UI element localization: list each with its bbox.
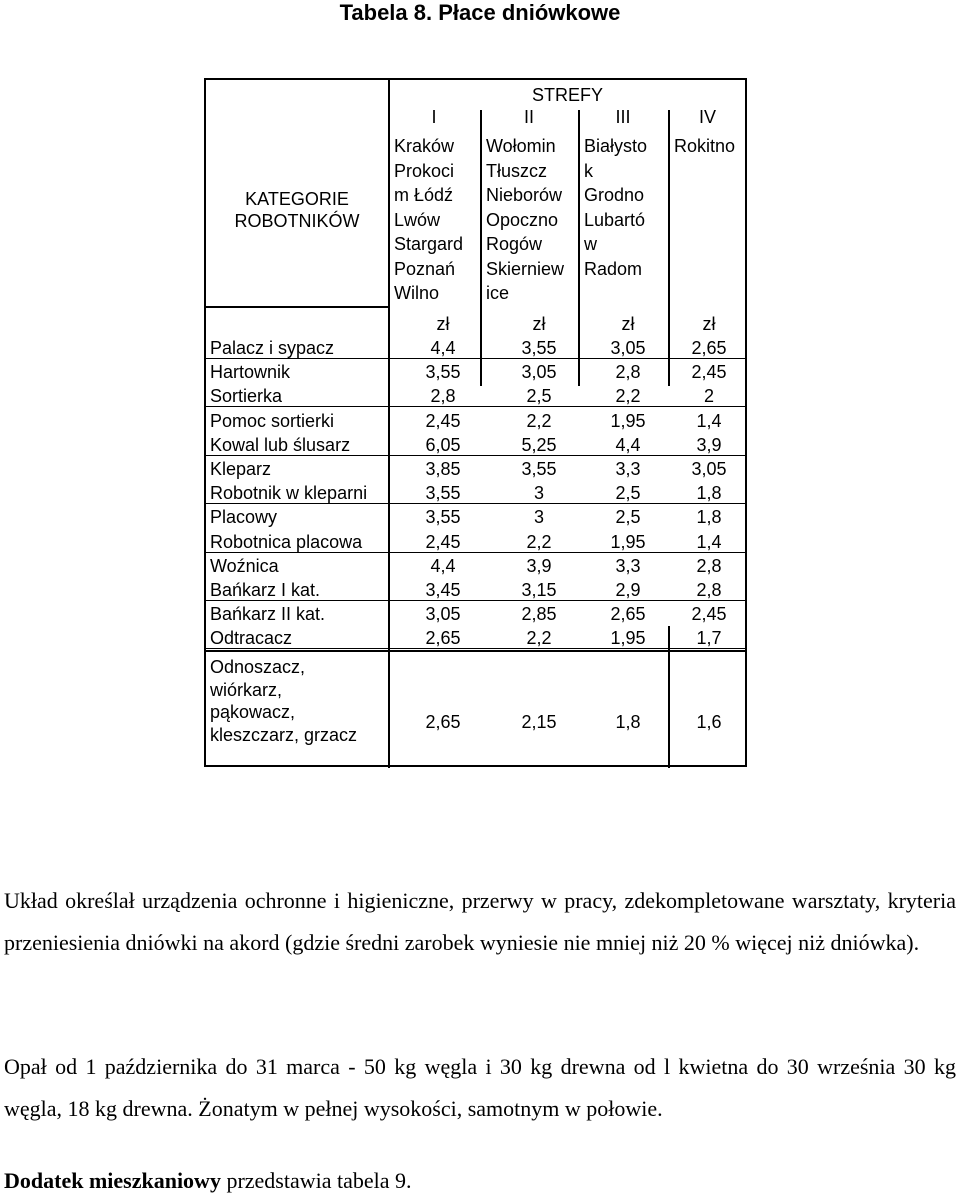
row-value: 1,95 bbox=[610, 531, 646, 552]
paragraph-3-text: przedstawia tabela 9. bbox=[220, 1168, 412, 1193]
row-value: 2,9 bbox=[615, 580, 641, 600]
row-value: 4,4 bbox=[430, 555, 456, 576]
row-value: 3 bbox=[533, 483, 544, 504]
page-title: Tabela 8. Płace dniówkowe bbox=[339, 0, 621, 25]
last-row-value: 2,15 bbox=[521, 712, 557, 732]
row-value: 2,45 bbox=[691, 362, 727, 383]
row-value: 3,05 bbox=[610, 338, 646, 358]
row-value: 3,55 bbox=[521, 338, 557, 358]
row-value: 2,2 bbox=[526, 410, 552, 431]
table-divider bbox=[206, 306, 388, 308]
row-value: 1,4 bbox=[696, 531, 722, 552]
row-label: Robotnik w kleparni bbox=[210, 483, 368, 504]
table-divider bbox=[388, 80, 390, 765]
row-label: Odtracacz bbox=[210, 628, 293, 649]
category-header-line: ROBOTNIKÓW bbox=[234, 211, 360, 231]
zone-city: Rogów bbox=[486, 234, 543, 254]
zone-city: Tłuszcz bbox=[486, 160, 548, 181]
row-label: Pomoc sortierki bbox=[210, 410, 335, 431]
row-value: 2,5 bbox=[615, 507, 641, 528]
zone-city: k bbox=[584, 160, 593, 181]
last-row-value: 1,6 bbox=[696, 712, 722, 732]
row-value: 2,5 bbox=[526, 386, 552, 407]
row-value: 3,55 bbox=[521, 459, 557, 479]
row-value: 2,45 bbox=[425, 531, 461, 552]
row-value: 3,3 bbox=[615, 459, 641, 479]
zone-city: m Łódź bbox=[394, 185, 454, 205]
last-row-label bbox=[210, 656, 357, 746]
paragraph-3-bold: Dodatek mieszkaniowy bbox=[4, 1168, 221, 1193]
row-value: 3,9 bbox=[696, 434, 722, 455]
row-value: 2,2 bbox=[615, 386, 641, 407]
row-label: Kleparz bbox=[210, 459, 272, 479]
zone-number: III bbox=[615, 107, 631, 127]
row-underline bbox=[206, 503, 745, 504]
row-label: Sortierka bbox=[210, 386, 283, 407]
paragraph-3 bbox=[4, 1160, 956, 1202]
row-value: 2,8 bbox=[696, 555, 722, 576]
row-label: Woźnica bbox=[210, 555, 279, 576]
row-value: 2,8 bbox=[615, 362, 641, 383]
row-underline bbox=[206, 358, 745, 359]
zones-header: STREFY bbox=[531, 85, 603, 105]
row-value: 2 bbox=[703, 386, 714, 407]
row-value: 2,8 bbox=[430, 386, 456, 407]
row-label: Placowy bbox=[210, 507, 278, 528]
row-value: 4,4 bbox=[430, 338, 456, 358]
last-row-label-line: Odnoszacz, bbox=[210, 657, 306, 677]
row-value: 3,9 bbox=[526, 555, 552, 576]
row-value: 4,4 bbox=[615, 434, 641, 455]
last-row-label-line: kleszczarz, grzacz bbox=[210, 724, 358, 745]
zone-number: IV bbox=[698, 107, 716, 127]
zone-city: Lubartó bbox=[584, 209, 646, 230]
row-value: 3,55 bbox=[425, 362, 461, 383]
zone-cities bbox=[584, 134, 647, 281]
row-label: Bańkarz I kat. bbox=[210, 580, 321, 600]
last-row-value: 1,8 bbox=[615, 712, 641, 732]
paragraph-2: Opał od 1 października do 31 marca - 50 kg węgla i 30 kg drewna od l kwietna do 30 września 30 kg węgla, 18 kg drewna. Żonatym w pełnej wysokości, samotnym w połowie. bbox=[4, 1054, 956, 1121]
zone-city: Prokoci bbox=[394, 160, 455, 181]
zone-number: I bbox=[431, 107, 437, 127]
last-row-value: 2,65 bbox=[425, 712, 461, 732]
zone-cities bbox=[394, 134, 463, 306]
row-value: 1,7 bbox=[696, 628, 722, 649]
row-underline bbox=[206, 455, 745, 456]
zone-city: Skierniew bbox=[486, 258, 565, 279]
unit-label: zł bbox=[702, 314, 716, 334]
row-value: 2,85 bbox=[521, 604, 557, 625]
row-value: 6,05 bbox=[425, 434, 461, 455]
row-value: 3,3 bbox=[615, 555, 641, 576]
zone-city: Rokitno bbox=[674, 136, 736, 156]
zone-city: Wołomin bbox=[486, 136, 556, 156]
row-value: 3,85 bbox=[425, 459, 461, 479]
row-value: 2,65 bbox=[691, 338, 727, 358]
row-underline bbox=[206, 552, 745, 553]
row-value: 2,65 bbox=[610, 604, 646, 625]
row-underline bbox=[206, 406, 745, 407]
row-value: 3,45 bbox=[425, 580, 461, 600]
row-value: 2,2 bbox=[526, 531, 552, 552]
zone-city: Poznań bbox=[394, 258, 456, 279]
row-value: 1,95 bbox=[610, 410, 646, 431]
row-value: 1,95 bbox=[610, 628, 646, 649]
unit-label: zł bbox=[436, 314, 450, 334]
zone-city: Stargard bbox=[394, 234, 464, 254]
row-value: 2,2 bbox=[526, 628, 552, 649]
zone-city: Kraków bbox=[394, 136, 455, 156]
zone-cities bbox=[486, 134, 564, 306]
row-label: Bańkarz II kat. bbox=[210, 604, 326, 625]
zone-city: ice bbox=[486, 283, 510, 303]
row-label: Hartownik bbox=[210, 362, 291, 383]
row-value: 1,4 bbox=[696, 410, 722, 431]
row-value: 3,55 bbox=[425, 483, 461, 504]
row-value: 2,8 bbox=[696, 580, 722, 600]
row-value: 1,8 bbox=[696, 507, 722, 528]
category-header bbox=[206, 188, 388, 232]
zone-city: Radom bbox=[584, 258, 643, 279]
zone-city: w bbox=[584, 234, 597, 254]
zone-city: Wilno bbox=[394, 283, 440, 303]
row-value: 1,8 bbox=[696, 483, 722, 504]
row-value: 3 bbox=[533, 507, 544, 528]
zone-city: Grodno bbox=[584, 185, 645, 205]
row-value: 3,55 bbox=[425, 507, 461, 528]
unit-label: zł bbox=[621, 314, 635, 334]
row-value: 5,25 bbox=[521, 434, 557, 455]
row-underline bbox=[206, 600, 745, 601]
row-value: 3,05 bbox=[521, 362, 557, 383]
row-value: 2,45 bbox=[425, 410, 461, 431]
row-label: Palacz i sypacz bbox=[210, 338, 335, 358]
unit-label: zł bbox=[532, 314, 546, 334]
zone-city: Białysto bbox=[584, 136, 648, 156]
zone-cities bbox=[674, 134, 735, 159]
zone-city: Opoczno bbox=[486, 209, 559, 230]
row-underline bbox=[206, 650, 745, 652]
last-row-label-line: wiórkarz, bbox=[210, 679, 283, 700]
row-value: 3,05 bbox=[425, 604, 461, 625]
row-value: 2,45 bbox=[691, 604, 727, 625]
zone-city: Lwów bbox=[394, 209, 441, 230]
row-value: 3,15 bbox=[521, 580, 557, 600]
wage-table bbox=[204, 78, 747, 767]
row-label: Kowal lub ślusarz bbox=[210, 434, 351, 455]
category-header-line: KATEGORIE bbox=[245, 189, 349, 209]
row-value: 2,65 bbox=[425, 628, 461, 649]
paragraph-1: Układ określał urządzenia ochronne i higieniczne, przerwy w pracy, zdekompletowane warsztaty, kryteria przeniesienia dniówki na akord (gdzie średni zarobek wyniesie nie mniej niż 20 % więcej niż dniówka). bbox=[4, 888, 956, 955]
row-value: 3,05 bbox=[691, 459, 727, 479]
last-row-label-line: pąkowacz, bbox=[210, 702, 296, 722]
zone-number: II bbox=[523, 107, 534, 127]
zone-city: Nieborów bbox=[486, 185, 563, 205]
row-label: Robotnica placowa bbox=[210, 531, 363, 552]
row-value: 2,5 bbox=[615, 483, 641, 504]
